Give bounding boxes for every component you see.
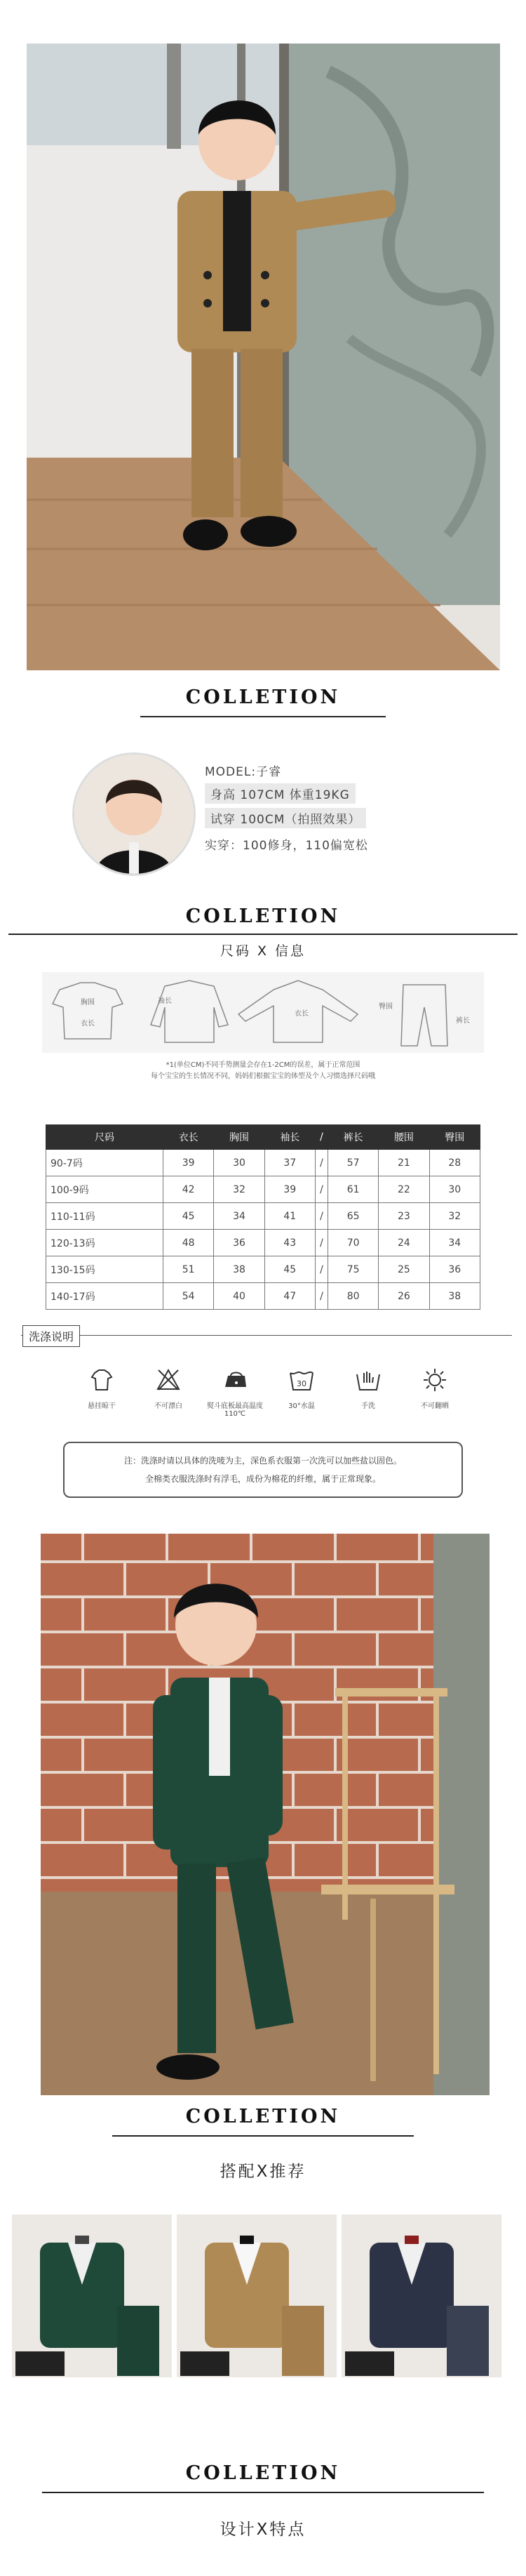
table-cell: 61	[328, 1176, 378, 1203]
table-cell: 32	[429, 1203, 480, 1230]
hang-dry-icon	[89, 1367, 114, 1393]
table-cell: 57	[328, 1150, 378, 1176]
measure-note-1: *1(单位CM)不同手势测量会存在1-2CM的误差，属于正常范围	[166, 1061, 360, 1069]
table-cell: 45	[264, 1256, 315, 1283]
column-header: 裤长	[328, 1125, 378, 1150]
table-cell: 39	[264, 1176, 315, 1203]
diagram-label: 臀围	[379, 1003, 393, 1011]
table-cell: 41	[264, 1203, 315, 1230]
table-cell: /	[315, 1283, 328, 1310]
table-cell: 30	[429, 1176, 480, 1203]
heading-underline	[8, 934, 518, 935]
model-fit: 实穿：100修身，110偏宽松	[205, 839, 368, 853]
care-label: 手洗	[361, 1402, 375, 1410]
table-cell: 36	[429, 1256, 480, 1283]
table-cell: 40	[214, 1283, 264, 1310]
table-row	[46, 1203, 480, 1230]
diagram-label: 衣长	[81, 1020, 95, 1028]
table-cell: 54	[163, 1283, 214, 1310]
care-item	[130, 1367, 207, 1410]
no-tumble-dry-icon	[422, 1367, 447, 1393]
table-cell: 42	[163, 1176, 214, 1203]
section-subtitle-match: 搭配X推荐	[220, 2163, 306, 2181]
table-cell: 70	[328, 1230, 378, 1256]
suit-camel-product	[177, 2215, 337, 2377]
table-cell: 110-11码	[46, 1203, 163, 1230]
model-name: MODEL:子睿	[205, 765, 282, 779]
table-cell: 22	[379, 1176, 429, 1203]
care-label: 熨斗底板最高温度110℃	[207, 1402, 263, 1418]
care-note-2: 全棉类衣服洗涤时有浮毛，成份为棉花的纤维，属于正常现象。	[144, 1474, 381, 1484]
suit-green-product	[12, 2215, 172, 2377]
table-cell: /	[315, 1230, 328, 1256]
care-label: 悬挂晾干	[88, 1402, 116, 1410]
table-row	[46, 1150, 480, 1176]
table-row	[46, 1283, 480, 1310]
care-label: 30°水温	[288, 1402, 315, 1410]
table-cell: /	[315, 1256, 328, 1283]
care-item	[396, 1367, 473, 1410]
column-header: 胸围	[214, 1125, 264, 1150]
table-cell: /	[315, 1203, 328, 1230]
care-title: 洗涤说明	[22, 1325, 80, 1347]
section-heading-collection-1: COLLETION	[185, 686, 341, 708]
model-height-weight: 身高 107CM 体重19KG	[205, 783, 356, 804]
care-item	[196, 1367, 274, 1418]
green-suit-photo	[41, 1534, 490, 2095]
table-cell: 140-17码	[46, 1283, 163, 1310]
heading-underline	[140, 716, 386, 717]
heading-underline	[42, 2492, 484, 2493]
table-cell: 38	[429, 1283, 480, 1310]
iron-icon	[221, 1367, 249, 1393]
table-cell: 26	[379, 1283, 429, 1310]
section-heading-collection-4: COLLETION	[185, 2462, 341, 2484]
measurement-diagram	[42, 972, 484, 1053]
table-cell: 90-7码	[46, 1150, 163, 1176]
table-cell: 39	[163, 1150, 214, 1176]
table-header-row	[46, 1125, 480, 1150]
measure-note-2: 每个宝宝的生长情况不同，妈妈们根据宝宝的体型及个人习惯选择尺码哦	[151, 1073, 375, 1080]
hand-wash-icon	[354, 1367, 382, 1393]
size-table	[46, 1124, 480, 1310]
table-cell: 45	[163, 1203, 214, 1230]
table-cell: 47	[264, 1283, 315, 1310]
column-header: 尺码	[46, 1125, 163, 1150]
heading-underline	[112, 2135, 414, 2137]
table-cell: /	[315, 1176, 328, 1203]
column-header: 腰围	[379, 1125, 429, 1150]
table-cell: 21	[379, 1150, 429, 1176]
diagram-label: 裤长	[456, 1017, 470, 1025]
table-cell: 65	[328, 1203, 378, 1230]
care-item	[263, 1367, 340, 1410]
table-cell: /	[315, 1150, 328, 1176]
table-row	[46, 1176, 480, 1203]
hero-photo	[27, 44, 500, 670]
section-heading-collection-2: COLLETION	[185, 905, 341, 927]
wash-30-icon	[288, 1367, 316, 1393]
table-cell: 32	[214, 1176, 264, 1203]
table-cell: 75	[328, 1256, 378, 1283]
care-item	[330, 1367, 407, 1410]
section-subtitle-size: 尺码 X 信息	[220, 943, 306, 959]
table-cell: 25	[379, 1256, 429, 1283]
table-cell: 24	[379, 1230, 429, 1256]
model-try-on: 试穿 100CM（拍照效果）	[205, 808, 366, 828]
care-item	[63, 1367, 140, 1410]
column-header: 衣长	[163, 1125, 214, 1150]
column-header: /	[315, 1125, 328, 1150]
care-label: 不可翻晒	[421, 1402, 449, 1410]
svg-text:30: 30	[297, 1379, 306, 1388]
table-cell: 120-13码	[46, 1230, 163, 1256]
column-header: 袖长	[264, 1125, 315, 1150]
table-cell: 43	[264, 1230, 315, 1256]
model-avatar	[72, 752, 196, 876]
table-cell: 100-9码	[46, 1176, 163, 1203]
table-cell: 28	[429, 1150, 480, 1176]
table-row	[46, 1256, 480, 1283]
table-cell: 37	[264, 1150, 315, 1176]
table-cell: 34	[214, 1203, 264, 1230]
diagram-label: 袖长	[158, 997, 172, 1005]
table-cell: 80	[328, 1283, 378, 1310]
table-cell: 36	[214, 1230, 264, 1256]
table-cell: 51	[163, 1256, 214, 1283]
column-header: 臀围	[429, 1125, 480, 1150]
table-cell: 38	[214, 1256, 264, 1283]
diagram-label: 胸围	[81, 999, 95, 1007]
table-cell: 48	[163, 1230, 214, 1256]
diagram-label: 衣长	[295, 1010, 309, 1018]
table-cell: 130-15码	[46, 1256, 163, 1283]
table-cell: 34	[429, 1230, 480, 1256]
care-note-box	[63, 1442, 463, 1498]
no-bleach-icon	[156, 1367, 181, 1393]
section-subtitle-design: 设计X特点	[220, 2521, 306, 2539]
table-row	[46, 1230, 480, 1256]
table-cell: 23	[379, 1203, 429, 1230]
care-note-1: 注：洗涤时请以具体的洗唛为主，深色系衣服第一次洗可以加些盐以固色。	[123, 1456, 402, 1466]
care-label: 不可漂白	[154, 1402, 182, 1410]
care-divider	[21, 1335, 512, 1336]
suit-navy-product	[342, 2215, 501, 2377]
section-heading-collection-3: COLLETION	[185, 2106, 341, 2127]
table-cell: 30	[214, 1150, 264, 1176]
